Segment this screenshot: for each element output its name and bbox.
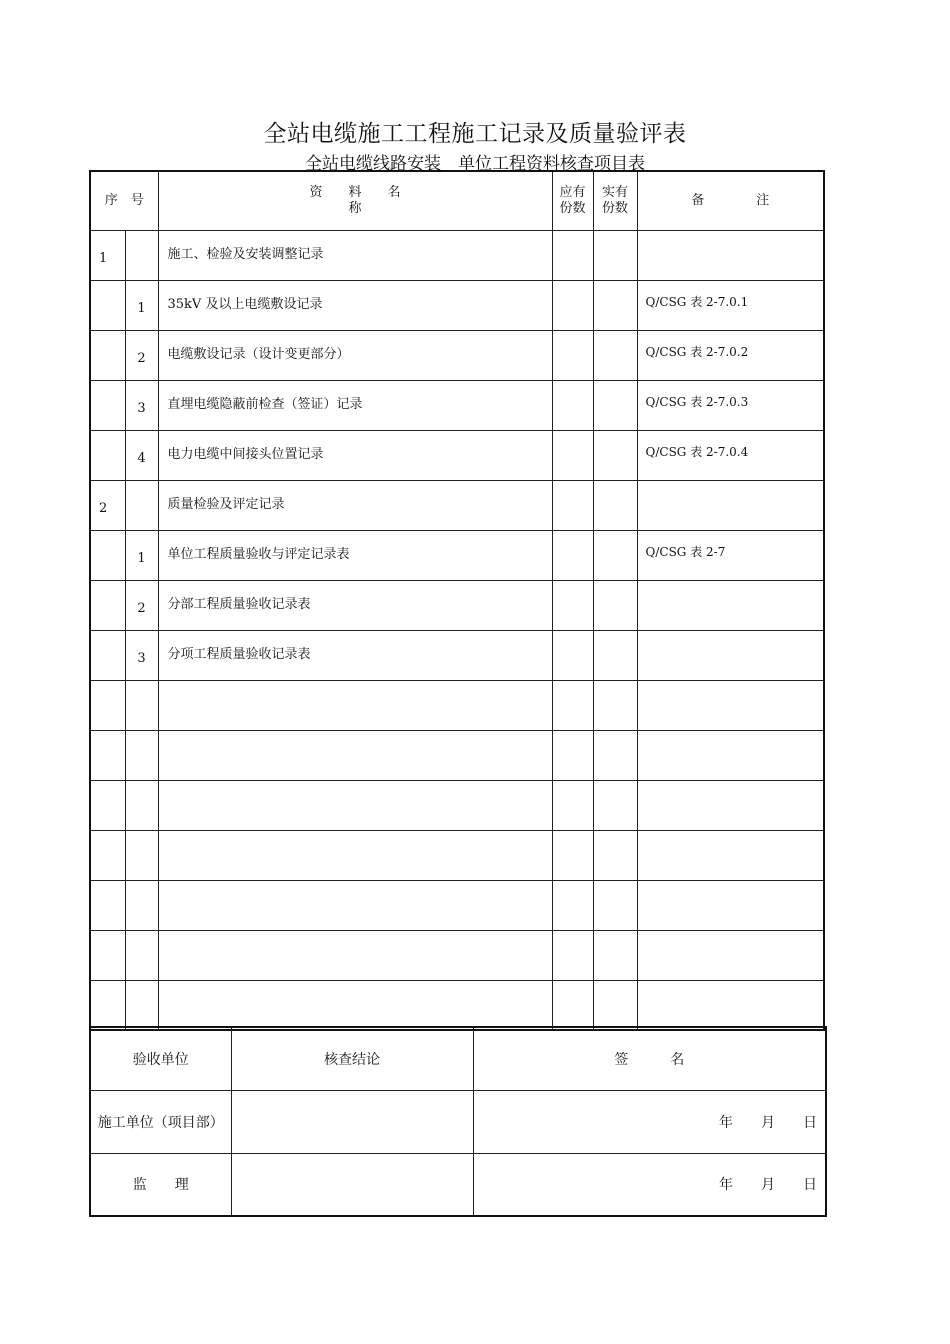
row-seq-secondary [125,930,158,980]
table-row [90,530,824,580]
row-record-name [158,830,552,880]
row-seq-primary [90,330,125,380]
row-seq-secondary [125,230,158,280]
row-remark [637,780,824,830]
row-record-name: 施工、检验及安装调整记录 [158,230,552,280]
row-record-name [158,980,552,1030]
unit-label: 验收单位 [90,1027,231,1090]
row-remark: Q/CSG 表 2-7.0.3 [637,380,824,430]
row-seq-secondary: 4 [125,430,158,480]
header-remark: 备 注 [637,171,824,230]
row-actual-count [593,430,637,480]
row-seq-secondary [125,830,158,880]
row-should-count [552,880,593,930]
row-seq-secondary [125,780,158,830]
signoff-row-contractor [90,1090,826,1153]
row-remark: Q/CSG 表 2-7.0.1 [637,280,824,330]
table-row [90,630,824,680]
document-subtitle: 全站电缆线路安装 单位工程资料核查项目表 [305,154,645,174]
table-row [90,730,824,780]
contractor-date[interactable]: 年 月 日 [473,1090,826,1153]
row-record-name: 分项工程质量验收记录表 [158,630,552,680]
row-remark: Q/CSG 表 2-7 [637,530,824,580]
row-actual-count [593,730,637,780]
row-seq-secondary: 2 [125,330,158,380]
row-actual-count [593,780,637,830]
row-should-count [552,480,593,530]
row-actual-count [593,880,637,930]
row-seq-secondary: 2 [125,580,158,630]
table-row [90,430,824,480]
row-seq-primary: 1 [90,230,125,280]
row-record-name: 电力电缆中间接头位置记录 [158,430,552,480]
row-seq-primary [90,930,125,980]
row-actual-count [593,930,637,980]
row-remark [637,730,824,780]
row-should-count [552,930,593,980]
supervisor-conclusion-cell[interactable] [231,1153,473,1216]
row-record-name [158,880,552,930]
row-seq-primary [90,580,125,630]
row-should-count [552,630,593,680]
row-seq-secondary: 1 [125,530,158,580]
table-row [90,280,824,330]
records-table [89,170,825,1031]
row-seq-primary: 2 [90,480,125,530]
row-record-name [158,930,552,980]
row-remark [637,580,824,630]
header-name [158,171,552,230]
row-seq-primary [90,430,125,480]
header-actual-count [593,171,637,230]
header-name-line1: 资 料 名 [309,184,401,200]
header-should-line1: 应有 [559,184,586,200]
row-record-name: 直埋电缆隐蔽前检查（签证）记录 [158,380,552,430]
row-should-count [552,380,593,430]
row-actual-count [593,830,637,880]
row-seq-primary [90,380,125,430]
row-record-name: 分部工程质量验收记录表 [158,580,552,630]
header-seq: 序 号 [90,171,158,230]
row-should-count [552,530,593,580]
row-seq-secondary: 1 [125,280,158,330]
signoff-table [89,1026,827,1217]
signoff-header-row [90,1027,826,1090]
table-row [90,980,824,1030]
table-row [90,930,824,980]
header-row [90,171,824,230]
sign-label: 签 名 [473,1027,826,1090]
row-seq-primary [90,880,125,930]
row-seq-primary [90,630,125,680]
row-actual-count [593,380,637,430]
row-should-count [552,580,593,630]
contractor-label: 施工单位（项目部） [90,1090,231,1153]
row-seq-primary [90,530,125,580]
row-actual-count [593,280,637,330]
row-seq-primary [90,980,125,1030]
row-actual-count [593,630,637,680]
row-remark [637,980,824,1030]
row-record-name [158,680,552,730]
row-remark [637,630,824,680]
row-seq-primary [90,280,125,330]
row-record-name: 电缆敷设记录（设计变更部分） [158,330,552,380]
row-seq-primary [90,830,125,880]
header-name-line2: 称 [348,200,362,216]
header-actual-line2: 份数 [602,200,629,216]
row-actual-count [593,330,637,380]
row-actual-count [593,680,637,730]
row-remark: Q/CSG 表 2-7.0.4 [637,430,824,480]
supervisor-label: 监 理 [90,1153,231,1216]
row-record-name: 单位工程质量验收与评定记录表 [158,530,552,580]
row-seq-secondary: 3 [125,380,158,430]
table-row [90,580,824,630]
row-remark [637,680,824,730]
row-seq-secondary: 3 [125,630,158,680]
row-should-count [552,330,593,380]
document-title: 全站电缆施工工程施工记录及质量验评表 [263,121,687,147]
contractor-conclusion-cell[interactable] [231,1090,473,1153]
row-remark: Q/CSG 表 2-7.0.2 [637,330,824,380]
row-record-name [158,780,552,830]
row-should-count [552,230,593,280]
row-remark [637,230,824,280]
row-should-count [552,730,593,780]
row-should-count [552,780,593,830]
row-actual-count [593,980,637,1030]
row-record-name: 质量检验及评定记录 [158,480,552,530]
table-row [90,880,824,930]
row-actual-count [593,530,637,580]
table-row [90,680,824,730]
row-actual-count [593,230,637,280]
supervisor-date[interactable]: 年 月 日 [473,1153,826,1216]
table-row [90,380,824,430]
row-seq-secondary [125,980,158,1030]
header-actual-line1: 实有 [602,184,629,200]
row-remark [637,480,824,530]
row-should-count [552,980,593,1030]
row-seq-secondary [125,680,158,730]
row-remark [637,830,824,880]
table-row [90,480,824,530]
row-actual-count [593,580,637,630]
row-seq-secondary [125,480,158,530]
table-row [90,830,824,880]
row-actual-count [593,480,637,530]
conclusion-label: 核查结论 [231,1027,473,1090]
row-remark [637,930,824,980]
table-row [90,330,824,380]
table-row [90,780,824,830]
row-remark [637,880,824,930]
row-seq-secondary [125,880,158,930]
row-record-name [158,730,552,780]
table-row [90,230,824,280]
row-record-name: 35kV 及以上电缆敷设记录 [158,280,552,330]
row-should-count [552,680,593,730]
row-should-count [552,830,593,880]
row-seq-primary [90,680,125,730]
row-should-count [552,430,593,480]
row-should-count [552,280,593,330]
row-seq-primary [90,730,125,780]
signoff-row-supervisor [90,1153,826,1216]
header-should-line2: 份数 [559,200,586,216]
header-should-count [552,171,593,230]
row-seq-primary [90,780,125,830]
row-seq-secondary [125,730,158,780]
